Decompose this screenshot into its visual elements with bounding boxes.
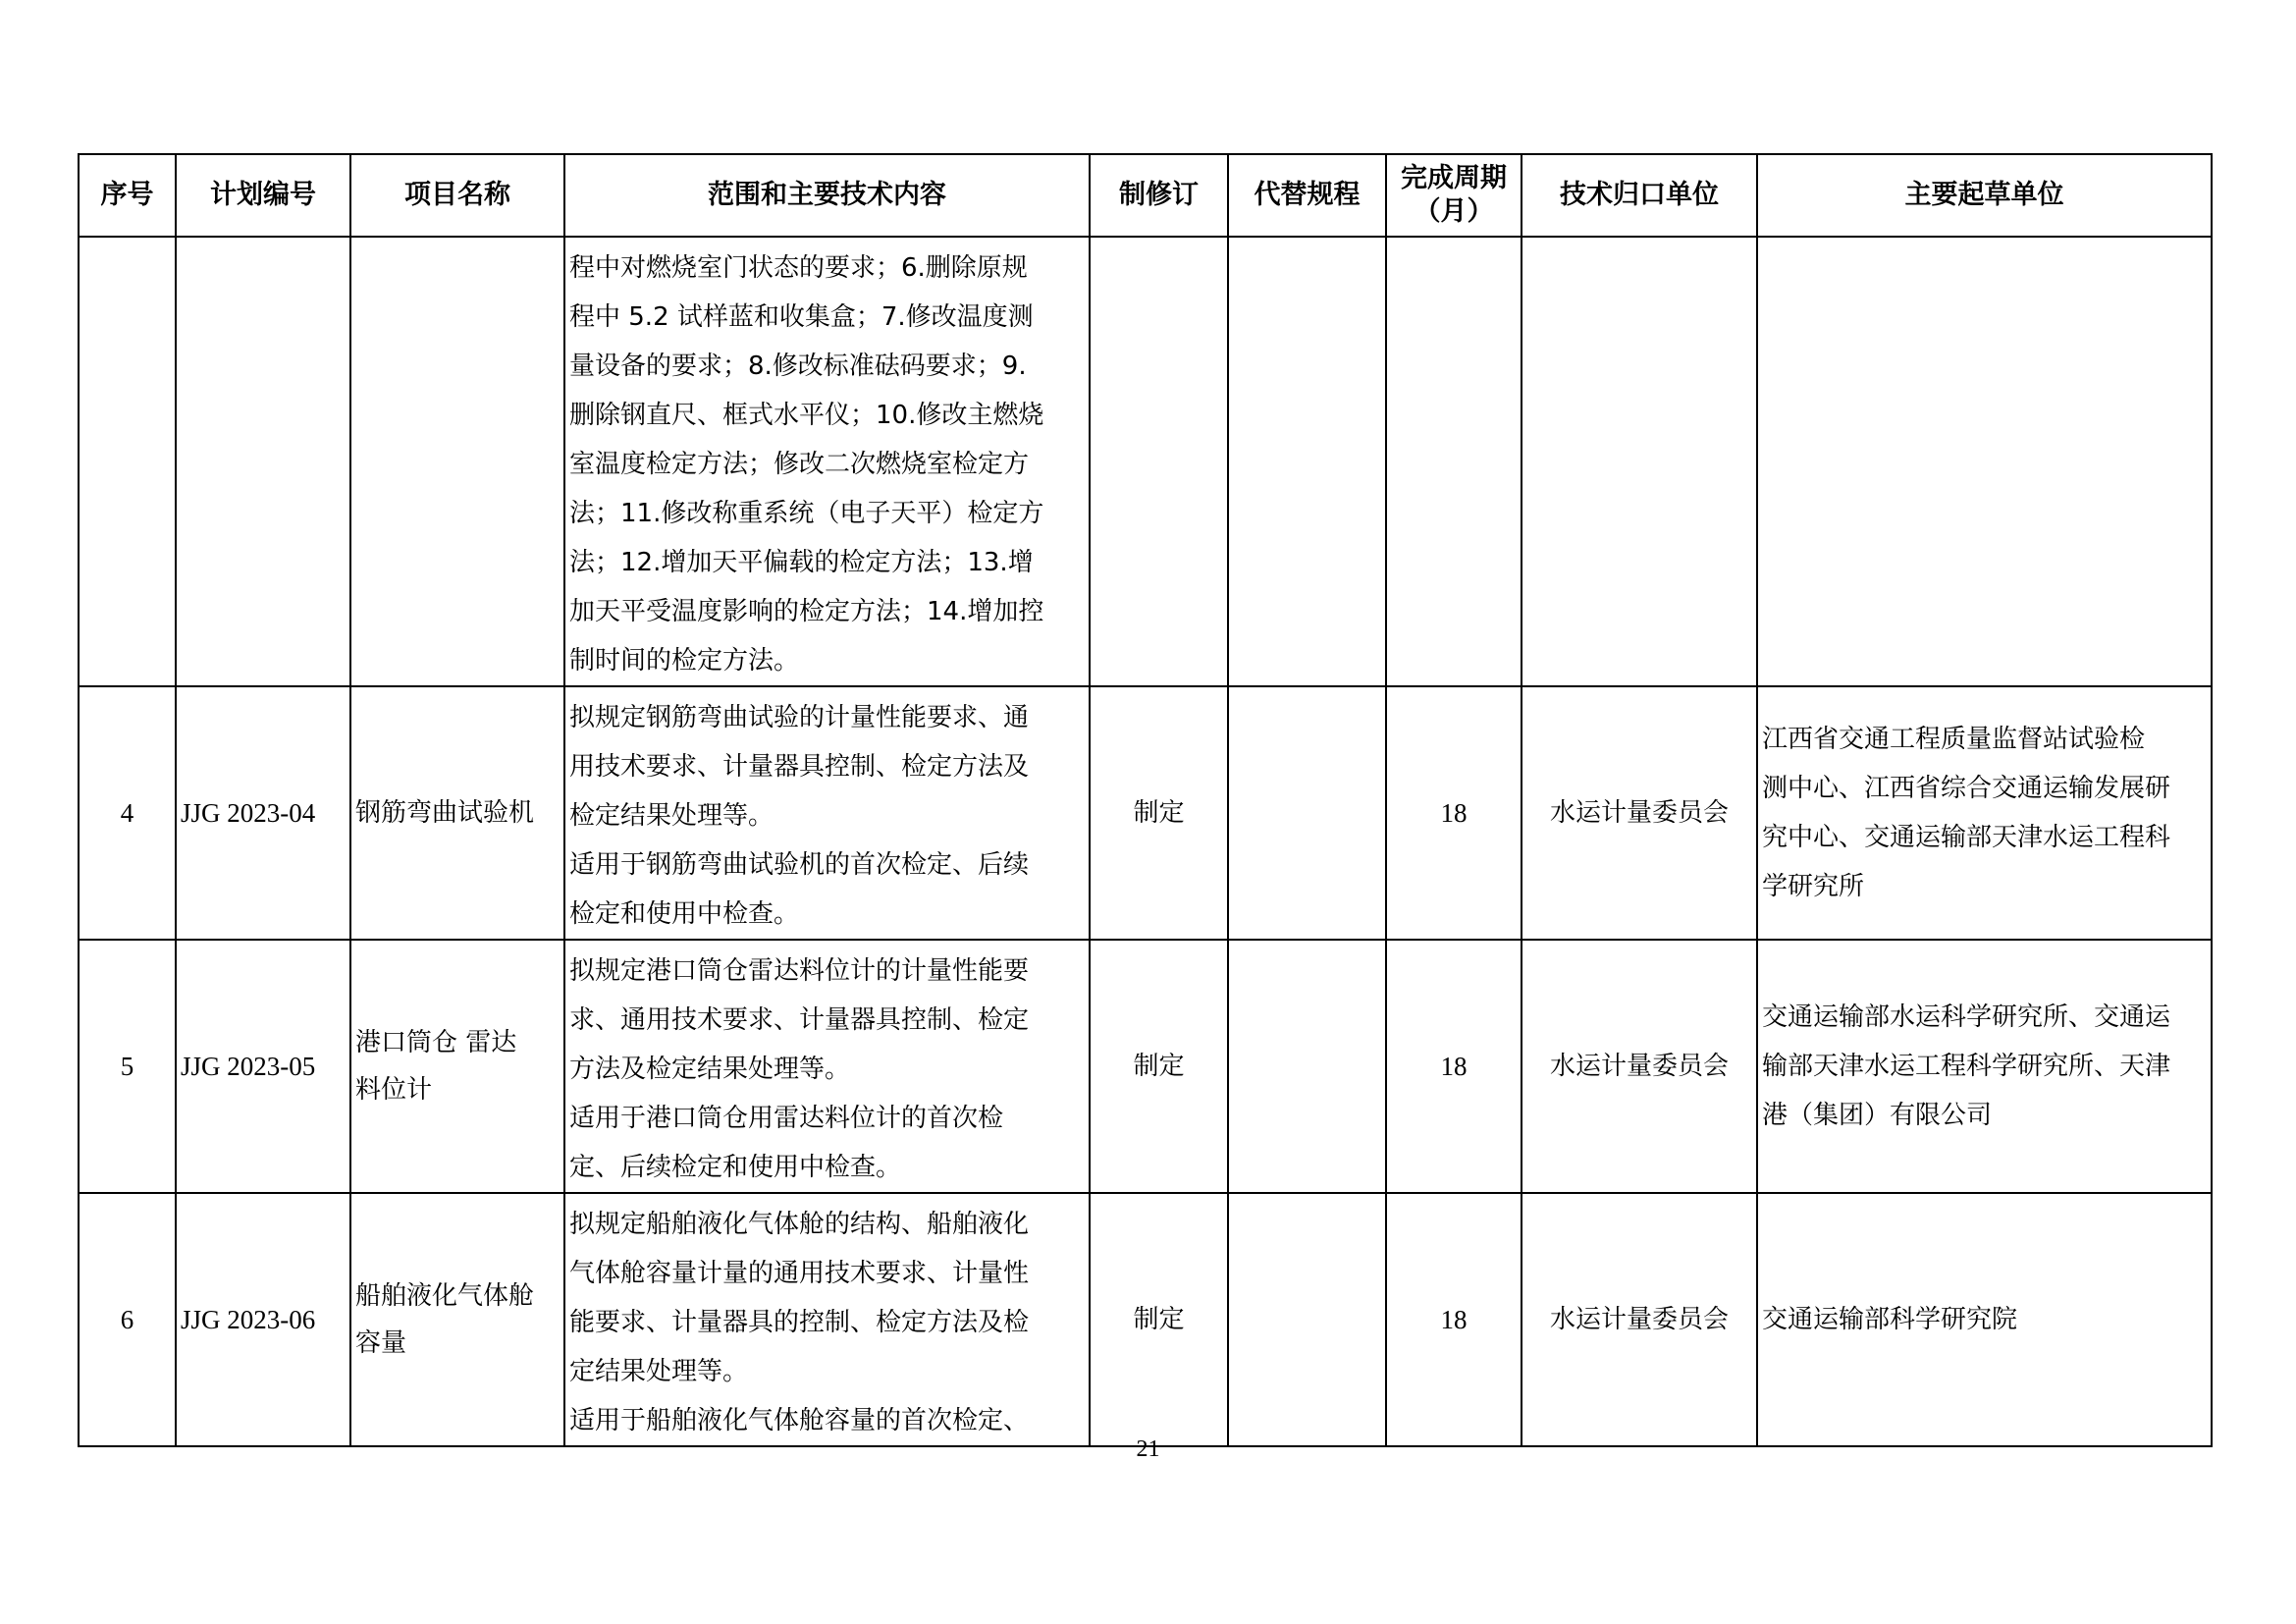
text-line: 法；12.增加天平偏载的检定方法；13.增 xyxy=(569,548,1034,577)
col-header-plan-number: 计划编号 xyxy=(176,154,350,237)
text-line: 交通运输部水运科学研究所、交通运 xyxy=(1762,1002,2171,1032)
text-line: 室温度检定方法；修改二次燃烧室检定方 xyxy=(569,450,1030,479)
text-line: 程中对燃烧室门状态的要求；6.删除原规 xyxy=(569,253,1028,283)
text-line: 删除钢直尺、框式水平仪；10.修改主燃烧 xyxy=(569,401,1044,430)
cell-responsible-unit: 水运计量委员会 xyxy=(1522,940,1757,1193)
cell-replaces xyxy=(1228,1193,1386,1446)
cell-replaces xyxy=(1228,686,1386,940)
cell-no: 6 xyxy=(79,1193,176,1446)
col-header-drafters: 主要起草单位 xyxy=(1757,154,2212,237)
table-row xyxy=(79,686,2212,940)
cell-no xyxy=(79,237,176,686)
col-header-period-line1: 完成周期 xyxy=(1401,163,1507,193)
table-body xyxy=(79,237,2212,1446)
text-line: 究中心、交通运输部天津水运工程科 xyxy=(1762,823,2171,852)
col-header-responsible-unit: 技术归口单位 xyxy=(1522,154,1757,237)
cell-project-name xyxy=(350,1193,564,1446)
text-line: 港（集团）有限公司 xyxy=(1762,1101,1993,1130)
cell-revision-type xyxy=(1090,237,1228,686)
cell-period: 18 xyxy=(1386,1193,1522,1446)
col-header-period-line2: （月） xyxy=(1414,196,1494,227)
text-line: 江西省交通工程质量监督站试验检 xyxy=(1762,725,2146,754)
text-line: 加天平受温度影响的检定方法；14.增加控 xyxy=(569,597,1044,626)
cell-plan-number: JJG 2023-05 xyxy=(176,940,350,1193)
cell-scope xyxy=(564,1193,1090,1446)
header-row xyxy=(79,154,2212,237)
text-line: 测中心、江西省综合交通运输发展研 xyxy=(1762,774,2171,803)
cell-drafters xyxy=(1757,686,2212,940)
cell-responsible-unit: 水运计量委员会 xyxy=(1522,1193,1757,1446)
table-row xyxy=(79,940,2212,1193)
cell-plan-number: JJG 2023-04 xyxy=(176,686,350,940)
text-line: 制时间的检定方法。 xyxy=(569,646,800,676)
cell-no: 5 xyxy=(79,940,176,1193)
text-line: 输部天津水运工程科学研究所、天津 xyxy=(1762,1052,2171,1081)
cell-scope xyxy=(564,237,1090,686)
col-header-replaces: 代替规程 xyxy=(1228,154,1386,237)
text-line: 学研究所 xyxy=(1762,872,1865,901)
cell-project-name xyxy=(350,237,564,686)
cell-plan-number: JJG 2023-06 xyxy=(176,1193,350,1446)
text-line: 程中 5.2 试样蓝和收集盒；7.修改温度测 xyxy=(569,302,1034,332)
cell-period xyxy=(1386,237,1522,686)
text-line: 拟规定港口筒仓雷达料位计的计量性能要 xyxy=(569,956,1030,986)
cell-project-name xyxy=(350,940,564,1193)
text-line: 气体舱容量计量的通用技术要求、计量性 xyxy=(569,1259,1030,1288)
text-line: 适用于船舶液化气体舱容量的首次检定、 xyxy=(569,1406,1030,1435)
col-header-period xyxy=(1386,154,1522,237)
text-line: 定、后续检定和使用中检查。 xyxy=(569,1153,902,1182)
text-line: 容量 xyxy=(355,1328,407,1358)
cell-replaces xyxy=(1228,940,1386,1193)
text-line: 量设备的要求；8.修改标准砝码要求；9. xyxy=(569,352,1027,381)
text-line: 检定结果处理等。 xyxy=(569,801,774,831)
text-line: 港口筒仓 雷达 xyxy=(355,1028,517,1057)
col-header-scope: 范围和主要技术内容 xyxy=(564,154,1090,237)
text-line: 用技术要求、计量器具控制、检定方法及 xyxy=(569,752,1030,782)
col-header-no: 序号 xyxy=(79,154,176,237)
text-line: 适用于港口筒仓用雷达料位计的首次检 xyxy=(569,1104,1004,1133)
text-line: 求、通用技术要求、计量器具控制、检定 xyxy=(569,1005,1030,1035)
cell-period: 18 xyxy=(1386,940,1522,1193)
text-line: 能要求、计量器具的控制、检定方法及检 xyxy=(569,1308,1030,1337)
cell-no: 4 xyxy=(79,686,176,940)
text-line: 定结果处理等。 xyxy=(569,1357,749,1386)
table-row xyxy=(79,1193,2212,1446)
cell-responsible-unit: 水运计量委员会 xyxy=(1522,686,1757,940)
text-line: 拟规定船舶液化气体舱的结构、船舶液化 xyxy=(569,1210,1030,1239)
cell-plan-number xyxy=(176,237,350,686)
cell-period: 18 xyxy=(1386,686,1522,940)
text-line: 交通运输部科学研究院 xyxy=(1762,1305,2018,1334)
cell-scope xyxy=(564,940,1090,1193)
cell-revision-type: 制定 xyxy=(1090,686,1228,940)
cell-scope xyxy=(564,686,1090,940)
text-line: 方法及检定结果处理等。 xyxy=(569,1055,851,1084)
text-line: 适用于钢筋弯曲试验机的首次检定、后续 xyxy=(569,850,1030,880)
text-line: 法；11.修改称重系统（电子天平）检定方 xyxy=(569,499,1044,528)
plan-table xyxy=(78,153,2213,1447)
text-line: 拟规定钢筋弯曲试验的计量性能要求、通 xyxy=(569,703,1030,732)
text-line: 检定和使用中检查。 xyxy=(569,899,800,929)
page-number: 21 xyxy=(1136,1436,1160,1462)
cell-responsible-unit xyxy=(1522,237,1757,686)
cell-revision-type: 制定 xyxy=(1090,940,1228,1193)
col-header-revision-type: 制修订 xyxy=(1090,154,1228,237)
cell-project-name xyxy=(350,686,564,940)
cell-replaces xyxy=(1228,237,1386,686)
text-line: 钢筋弯曲试验机 xyxy=(355,798,535,828)
col-header-project-name: 项目名称 xyxy=(350,154,564,237)
text-line: 料位计 xyxy=(355,1075,433,1105)
cell-drafters xyxy=(1757,237,2212,686)
cell-drafters xyxy=(1757,940,2212,1193)
cell-drafters xyxy=(1757,1193,2212,1446)
cell-revision-type: 制定 xyxy=(1090,1193,1228,1446)
table-row xyxy=(79,237,2212,686)
text-line: 船舶液化气体舱 xyxy=(355,1281,535,1311)
